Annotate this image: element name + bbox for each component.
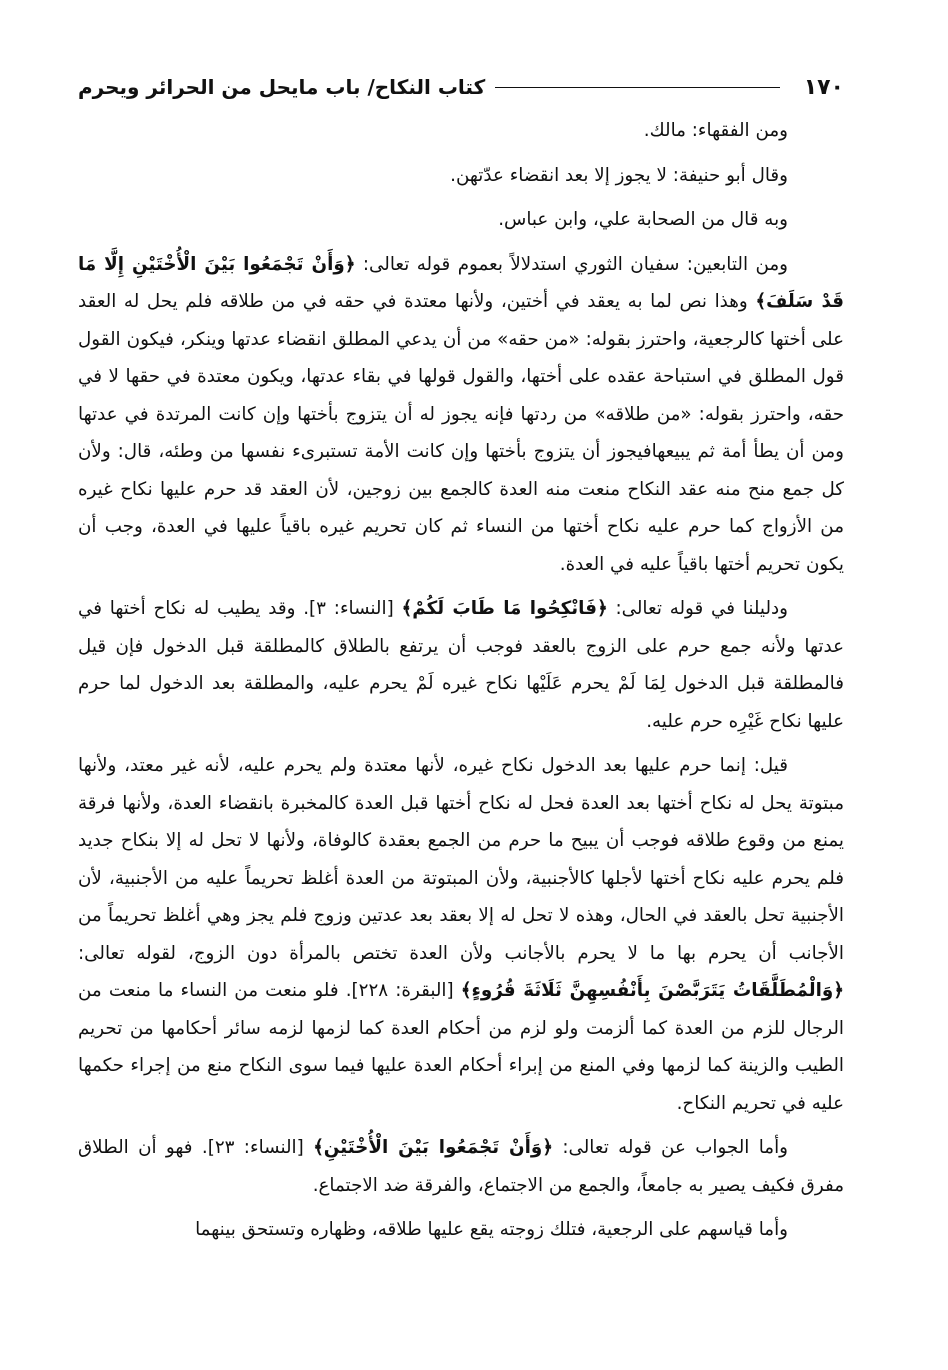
header-rule [495,87,779,88]
quran-quote: ﴿وَأَنْ تَجْمَعُوا بَيْنَ الْأُخْتَيْنِ إِلَّا مَا قَدْ سَلَفَ﴾ [78,253,844,312]
running-title: كتاب النكاح/ باب مايحل من الحرائر ويحرم [78,75,486,99]
page-header [78,62,844,112]
paragraph [78,1129,844,1204]
text-run: وأما قياسهم على الرجعية، فتلك زوجته يقع عليها طلاقه، وظهاره وتستحق بينهما [195,1219,788,1240]
paragraph [78,157,844,195]
paragraph [78,747,844,1122]
book-page [78,62,844,1352]
text-run: ودليلنا في قوله تعالى: [607,598,788,619]
text-run: [البقرة: ٢٢٨]. فلو منعت من النساء ما منعت من الرجال للزم من العدة كما ألزمت ولو لزم من أحكام العدة كما لزمها لزمه سائر أحكامها من تحريم الطيب والزينة كما لزمها وفي المنع من إبراء أحكام العدة عليها فيما سوى النكاح منع من إجراء حكمها عليه في تحريم النكاح. [78,980,844,1114]
quran-quote: ﴿فَانْكِحُوا مَا طَابَ لَكُمْ﴾ [401,598,608,619]
text-run: [النساء: ٢٣]. فهو أن الطلاق مفرق فكيف يصير به جامعاً، والجمع من الاجتماع، والفرقة ضد الاجتماع. [78,1137,844,1196]
page-number: ١٧٠ [803,74,844,100]
text-run: [النساء: ٣]. وقد يطيب له نكاح أختها في عدتها ولأنه جمع حرم على الزوج بالعقد فوجب أن يرتفع بالطلاق كالمطلقة قبل الدخول فإن قيل فالمطلقة قبل الدخول لِمَا لَمْ يحرم عَلَيْها نكاح غيره لَمْ يحرم عليه، والمطلقة بعد الدخول لما حرم عليها نكاح غَيْرِه حرم عليه. [78,598,844,732]
text-run: ومن الفقهاء: مالك. [643,120,788,141]
paragraph [78,112,844,150]
text-run: وبه قال من الصحابة علي، وابن عباس. [498,209,788,230]
quran-quote: ﴿وَالْمُطَلَّقَاتُ يَتَرَبَّصْنَ بِأَنْفُسِهِنَّ ثَلَاثَةَ قُرُوءٍ﴾ [460,980,844,1001]
text-run: وهذا نص لما به يعقد في أختين، ولأنها معتدة في حقه في من طلاقه فلم يحل له العقد على أختها كالرجعية، واحترز بقوله: «من حقه» من أن يدعي المطلق انقضاء عدتها وينكر، فيكون القول قول المطلق في استباحة عقده على أختها، والقول قولها في بقاء عدتها، ويكون معتدة في حقها لا في حقه، واحترز بقوله: «من طلاقه» من ردتها فإنه يجوز له أن يتزوج بأختها وإن كانت المرتدة في عدتها ومن أن يطأ أمة ثم يبيعهافيجوز أن يتزوج بأختها وإن كانت الأمة تستبرىء نفسها من وطئه، قال: ولأن كل جمع منح منه عقد النكاح منعت منه العدة كالجمع بين زوجين، لأن العقد قد حرم عليها نكاح غيره من الأزواج كما حرم عليه نكاح أختها من النساء ثم كان تحريم غيره باقياً عليها في العدة، وجب أن يكون تحريم أختها باقياً عليه في العدة. [78,291,844,575]
quran-quote: ﴿وَأَنْ تَجْمَعُوا بَيْنَ الْأُخْتَيْنِ﴾ [313,1137,553,1158]
text-run: قيل: إنما حرم عليها بعد الدخول نكاح غيره، لأنها معتدة ولم يحرم عليه، لأنه غير معتد، ولأنها مبتوتة يحل له نكاح أختها بعد العدة فحل له نكاح أختها قبل العدة كالمخبرة بانقضاء العدة، ولأنها فرقة يمنع من وقوع طلاقه فوجب أن يبيح ما حرم من الجمع بعقدة كالوفاة، ولأنها لا تحل له إلا بنكاح جديد فلم يحرم عليه نكاح أختها لأجلها كالأجنبية، ولأن المبتوتة من العدة أغلظ تحريماً عليه من الأجنبية، لأن الأجنبية تحل بالعقد في الحال، وهذه لا تحل له إلا بعقد بعد عدتين وزوج فلم يجز وهي أغلظ تحريماً من الأجانب أن يحرم بها ما لا يحرم بالأجانب ولأن العدة تختص بالمرأة دون الزوج، لقوله تعالى: [78,755,844,964]
text-run: وأما الجواب عن قوله تعالى: [553,1137,788,1158]
paragraph [78,246,844,584]
page-body [78,112,844,1249]
text-run: وقال أبو حنيفة: لا يجوز إلا بعد انقضاء عدّتهن. [450,164,788,186]
paragraph [78,201,844,239]
paragraph [78,1211,844,1249]
text-run: ومن التابعين: سفيان الثوري استدلالاً بعموم قوله تعالى: [355,253,788,275]
paragraph [78,590,844,740]
